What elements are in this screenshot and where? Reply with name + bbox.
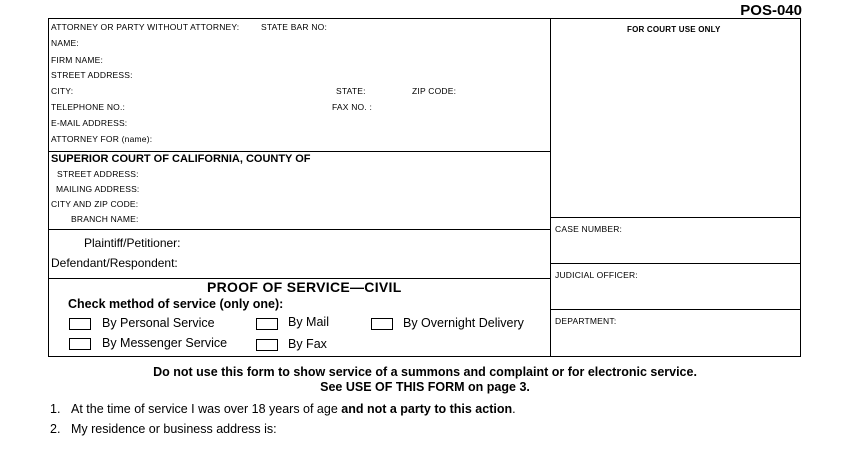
overnight-delivery-label: By Overnight Delivery [403,316,524,330]
item-1-text [71,402,516,416]
state-bar-label: STATE BAR NO: [261,22,328,32]
court-use-label: FOR COURT USE ONLY [627,25,721,34]
messenger-service-label: By Messenger Service [102,336,228,350]
attorney-for-label: ATTORNEY FOR (name): [51,134,153,144]
name-label: NAME: [51,38,79,48]
firm-name-label: FIRM NAME: [51,55,104,65]
telephone-label: TELEPHONE NO.: [51,102,126,112]
case-number-label: CASE NUMBER: [555,224,623,234]
fax-label: FAX NO. : [332,102,373,112]
city-label: CITY: [51,86,74,96]
court-street-label: STREET ADDRESS: [57,169,139,179]
item-1-plain: At the time of service I was over 18 years of age [71,402,342,416]
messenger-service-checkbox[interactable] [69,338,91,350]
state-label: STATE: [336,86,366,96]
overnight-delivery-checkbox[interactable] [371,318,393,330]
street-address-label: STREET ADDRESS: [51,70,133,80]
personal-service-label: By Personal Service [102,316,215,330]
item-2-text: My residence or business address is: [71,422,277,436]
court-branch-label: BRANCH NAME: [71,214,139,224]
fax-checkbox[interactable] [256,339,278,351]
item-2-number: 2. [50,422,61,436]
email-label: E-MAIL ADDRESS: [51,118,128,128]
check-method-heading: Check method of service (only one): [68,297,284,311]
item-1-end: . [512,402,516,416]
notice-line-1: Do not use this form to show service of a summons and complaint or for electronic service. [153,365,697,379]
attorney-label: ATTORNEY OR PARTY WITHOUT ATTORNEY: [51,22,240,32]
court-city-zip-label: CITY AND ZIP CODE: [51,199,139,209]
court-mailing-label: MAILING ADDRESS: [56,184,140,194]
fax-service-label: By Fax [288,337,327,351]
department-label: DEPARTMENT: [555,316,617,326]
attorney-box [48,18,551,152]
zip-code-label: ZIP CODE: [412,86,457,96]
personal-service-checkbox[interactable] [69,318,91,330]
mail-checkbox[interactable] [256,318,278,330]
court-heading: SUPERIOR COURT OF CALIFORNIA, COUNTY OF [51,153,311,165]
item-1-bold: and not a party to this action [341,402,513,416]
notice-line-2: See USE OF THIS FORM on page 3. [320,380,530,394]
form-number: POS-040 [740,2,802,19]
plaintiff-label: Plaintiff/Petitioner: [84,236,181,250]
mail-label: By Mail [288,315,329,329]
item-1-number: 1. [50,402,61,416]
court-use-box [550,18,801,218]
proof-title: PROOF OF SERVICE—CIVIL [207,279,402,295]
judicial-officer-label: JUDICIAL OFFICER: [555,270,638,280]
defendant-label: Defendant/Respondent: [51,256,178,270]
